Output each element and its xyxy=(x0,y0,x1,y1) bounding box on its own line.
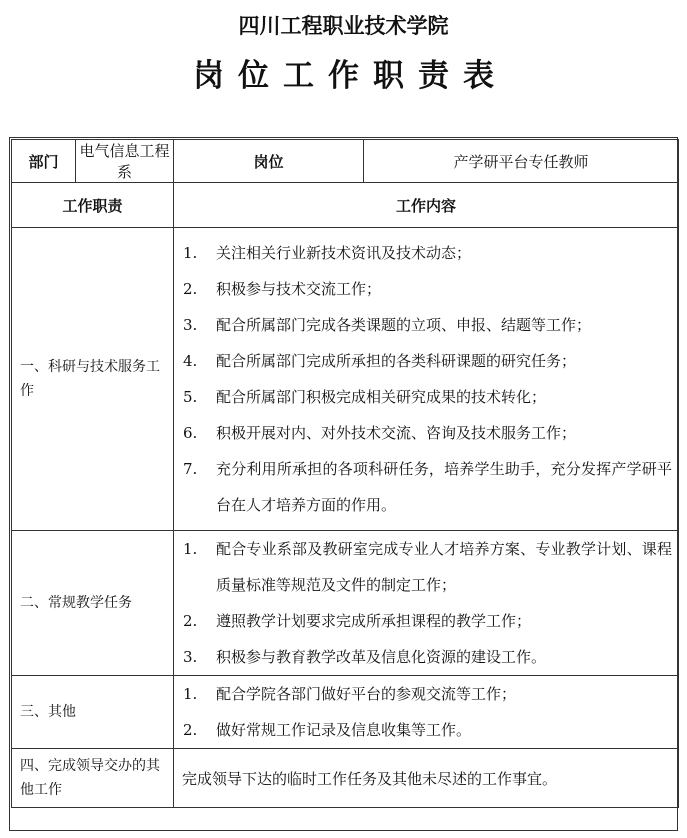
list-item: 1. 配合专业系部及教研室完成专业人才培养方案、专业教学计划、课程质量标准等规范及文件的制定工作； xyxy=(183,540,673,594)
info-row xyxy=(12,140,679,183)
section-row-other xyxy=(12,676,679,749)
duty-table xyxy=(11,139,679,808)
section-title: 一、科研与技术服务工作 xyxy=(12,228,174,531)
list-item: 3. 配合所属部门完成各类课题的立项、申报、结题等工作； xyxy=(183,316,592,334)
section-title: 三、其他 xyxy=(12,676,174,749)
section-items xyxy=(174,531,679,676)
column-header-row xyxy=(12,183,679,228)
section-items xyxy=(174,676,679,749)
assigned-work-content: 完成领导下达的临时工作任务及其他未尽述的工作事宜。 xyxy=(174,749,679,808)
list-item: 4. 配合所属部门完成所承担的各类科研课题的研究任务； xyxy=(183,352,577,370)
list-item: 2. 积极参与技术交流工作； xyxy=(183,280,382,298)
list-item: 6. 积极开展对内、对外技术交流、咨询及技术服务工作； xyxy=(183,424,577,442)
list-item: 3. 积极参与教育教学改革及信息化资源的建设工作。 xyxy=(183,648,547,666)
list-item: 2. 做好常规工作记录及信息收集等工作。 xyxy=(183,721,472,739)
post-value: 产学研平台专任教师 xyxy=(364,140,679,183)
section-row-teaching xyxy=(12,531,679,676)
list-item: 7. 充分利用所承担的各项科研任务，培养学生助手，充分发挥产学研平台在人才培养方面的作用。 xyxy=(183,460,673,514)
list-item: 1. 配合学院各部门做好平台的参观交流等工作； xyxy=(183,685,517,703)
duty-column-header: 工作职责 xyxy=(12,183,174,228)
section-title: 四、完成领导交办的其他工作 xyxy=(12,749,174,808)
section-row-assigned xyxy=(12,749,679,808)
list-item: 2. 遵照教学计划要求完成所承担课程的教学工作； xyxy=(183,612,532,630)
institution-name: 四川工程职业技术学院 xyxy=(238,14,449,38)
dept-value: 电气信息工程系 xyxy=(76,140,174,183)
list-item: 1. 关注相关行业新技术资讯及技术动态； xyxy=(183,244,472,262)
list-item: 5. 配合所属部门积极完成相关研究成果的技术转化； xyxy=(183,388,547,406)
document-title: 岗位工作职责表 xyxy=(193,58,508,94)
section-items xyxy=(174,228,679,531)
dept-label: 部门 xyxy=(12,140,76,183)
section-row-research xyxy=(12,228,679,531)
post-label: 岗位 xyxy=(174,140,364,183)
section-title: 二、常规教学任务 xyxy=(12,531,174,676)
content-column-header: 工作内容 xyxy=(174,183,679,228)
